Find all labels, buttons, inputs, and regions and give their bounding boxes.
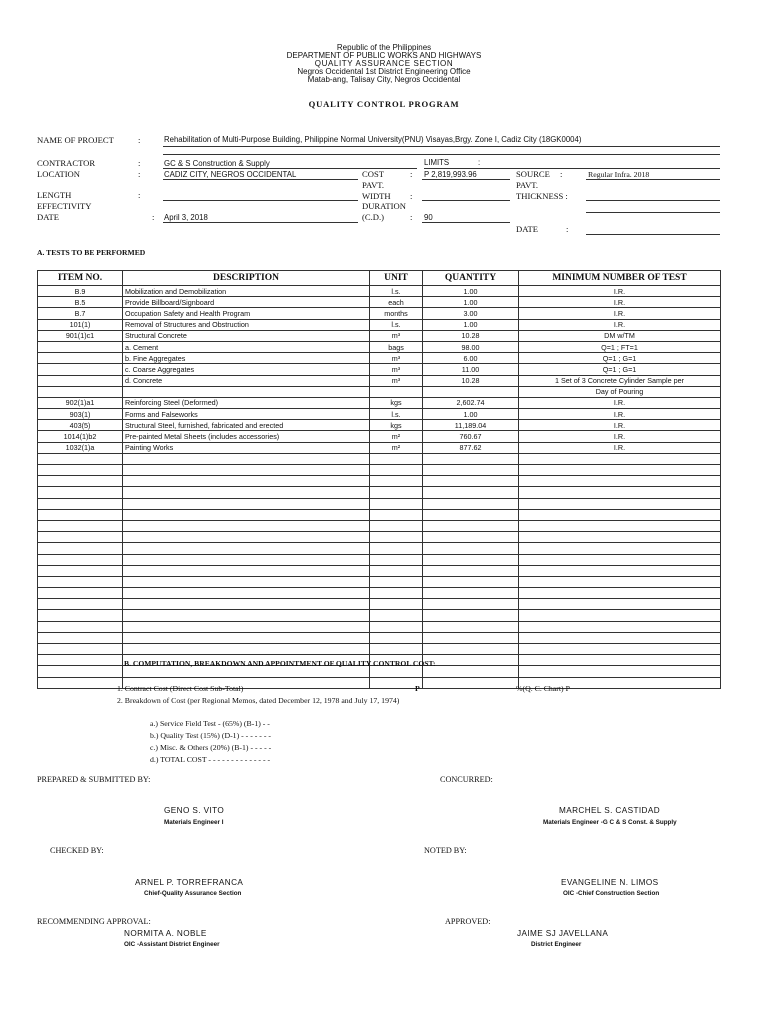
- table-row: [38, 375, 721, 386]
- cell-unit: m³: [370, 353, 423, 364]
- cell-item-no: [38, 655, 123, 666]
- cell-item-no: [38, 476, 123, 487]
- cell-quantity: 3.00: [423, 308, 519, 319]
- cell-item-no: [38, 364, 123, 375]
- cell-minimum-tests: [519, 520, 721, 531]
- colon: :: [410, 169, 413, 179]
- cell-minimum-tests: [519, 565, 721, 576]
- underline: [163, 179, 358, 180]
- concurred-name: MARCHEL S. CASTIDAD: [559, 806, 661, 815]
- cell-description: [123, 453, 370, 464]
- cell-minimum-tests: [519, 655, 721, 666]
- table-row: [38, 364, 721, 375]
- table-row: [38, 409, 721, 420]
- colon: :: [152, 212, 155, 222]
- table-row: [38, 465, 721, 476]
- cell-quantity: [423, 453, 519, 464]
- cell-description: [123, 543, 370, 554]
- section-b-title: B. COMPUTATION, BREAKDOWN AND APPOINTMENT OF QUALITY CONTROL COST:: [124, 659, 436, 668]
- cell-quantity: 11,189.04: [423, 420, 519, 431]
- cell-quantity: [423, 543, 519, 554]
- misc-others: c.) Misc. & Others (20%) (B-1) - - - - -: [150, 743, 272, 752]
- table-row: [38, 632, 721, 643]
- cell-item-no: [38, 520, 123, 531]
- cell-description: Removal of Structures and Obstruction: [123, 319, 370, 330]
- colon: :: [138, 190, 141, 200]
- colon: :: [478, 158, 481, 167]
- total-cost: d.) TOTAL COST - - - - - - - - - - - - - -: [150, 755, 271, 764]
- cell-quantity: 10.28: [423, 375, 519, 386]
- cell-description: Occupation Safety and Health Program: [123, 308, 370, 319]
- cell-unit: [370, 588, 423, 599]
- date-label: DATE: [37, 212, 59, 222]
- location-value: CADIZ CITY, NEGROS OCCIDENTAL: [164, 170, 297, 179]
- cell-quantity: [423, 599, 519, 610]
- cell-description: [123, 476, 370, 487]
- cell-quantity: 877.62: [423, 442, 519, 453]
- cell-minimum-tests: I.R.: [519, 409, 721, 420]
- cell-quantity: 1.00: [423, 297, 519, 308]
- cell-quantity: [423, 644, 519, 655]
- cell-quantity: [423, 520, 519, 531]
- cell-quantity: [423, 554, 519, 565]
- table-row: [38, 476, 721, 487]
- colon: :: [410, 191, 413, 201]
- qc-chart-label: %(Q. C. Chart) P: [516, 684, 570, 693]
- pavt-label: PAVT.: [362, 180, 385, 190]
- header-quantity: QUANTITY: [423, 271, 519, 286]
- cell-minimum-tests: [519, 532, 721, 543]
- cell-unit: m³: [370, 330, 423, 341]
- underline: [163, 154, 720, 155]
- table-row: [38, 554, 721, 565]
- cell-description: [123, 498, 370, 509]
- cell-unit: m³: [370, 364, 423, 375]
- cell-unit: bags: [370, 341, 423, 352]
- cell-minimum-tests: I.R.: [519, 297, 721, 308]
- cell-unit: [370, 453, 423, 464]
- cell-description: Mobilization and Demobilization: [123, 286, 370, 297]
- cell-description: [123, 509, 370, 520]
- underline: [586, 212, 720, 213]
- cell-quantity: [423, 532, 519, 543]
- table-row: [38, 610, 721, 621]
- cell-unit: m³: [370, 375, 423, 386]
- table-row: [38, 565, 721, 576]
- table-row: [38, 644, 721, 655]
- colon: :: [566, 224, 569, 234]
- cell-item-no: 403(5): [38, 420, 123, 431]
- cell-unit: l.s.: [370, 286, 423, 297]
- table-row: [38, 442, 721, 453]
- header-section: QUALITY ASSURANCE SECTION: [314, 59, 454, 68]
- cell-item-no: 902(1)a1: [38, 397, 123, 408]
- cell-item-no: [38, 375, 123, 386]
- duration-label: DURATION: [362, 201, 406, 211]
- cell-unit: [370, 487, 423, 498]
- cell-minimum-tests: [519, 487, 721, 498]
- cell-quantity: [423, 621, 519, 632]
- cell-minimum-tests: I.R.: [519, 319, 721, 330]
- table-row: [38, 520, 721, 531]
- name-of-project-value: Rehabilitation of Multi-Purpose Building, Philippine Normal University(PNU) Visayas,Brgy. Zone I, Cadiz City (18GK0004): [164, 135, 582, 144]
- cell-item-no: [38, 487, 123, 498]
- header-unit: UNIT: [370, 271, 423, 286]
- cell-description: [123, 532, 370, 543]
- noted-title: OIC -Chief Construction Section: [563, 890, 660, 897]
- cell-description: Structural Steel, furnished, fabricated and erected: [123, 420, 370, 431]
- cell-quantity: 2,602.74: [423, 397, 519, 408]
- table-row: [38, 330, 721, 341]
- approved-name: JAIME SJ JAVELLANA: [517, 929, 609, 938]
- cell-quantity: [423, 632, 519, 643]
- cell-unit: [370, 632, 423, 643]
- cd-label: (C.D.): [362, 212, 384, 222]
- cell-description: [123, 465, 370, 476]
- cell-description: [123, 487, 370, 498]
- recommending-title: OIC -Assistant District Engineer: [124, 941, 220, 948]
- cell-description: Reinforcing Steel (Deformed): [123, 397, 370, 408]
- cell-unit: l.s.: [370, 319, 423, 330]
- cell-quantity: 1.00: [423, 286, 519, 297]
- cell-unit: [370, 386, 423, 397]
- header-address: Matab-ang, Talisay City, Negros Occidental: [307, 75, 461, 84]
- quality-test: b.) Quality Test (15%) (D-1) - - - - - - -: [150, 731, 271, 740]
- cell-unit: kgs: [370, 397, 423, 408]
- table-row: [38, 453, 721, 464]
- cell-minimum-tests: [519, 576, 721, 587]
- cell-minimum-tests: [519, 644, 721, 655]
- tests-table: [37, 270, 721, 689]
- cell-description: [123, 554, 370, 565]
- cell-minimum-tests: [519, 621, 721, 632]
- table-row: [38, 498, 721, 509]
- cell-item-no: [38, 341, 123, 352]
- underline: [422, 222, 510, 223]
- cell-description: [123, 599, 370, 610]
- underline: [163, 200, 358, 201]
- cell-description: [123, 610, 370, 621]
- prepared-title: Materials Engineer I: [164, 819, 224, 826]
- underline: [163, 146, 720, 147]
- checked-label: CHECKED BY:: [50, 846, 104, 855]
- cell-item-no: B.5: [38, 297, 123, 308]
- cell-quantity: [423, 487, 519, 498]
- service-field-test: a.) Service Field Test - (65%) (B-1) - -: [150, 719, 270, 728]
- cell-quantity: [423, 655, 519, 666]
- cell-minimum-tests: Q=1 ; G=1: [519, 353, 721, 364]
- cell-description: Structural Concrete: [123, 330, 370, 341]
- page-title: QUALITY CONTROL PROGRAM: [308, 99, 460, 109]
- cell-minimum-tests: [519, 465, 721, 476]
- source-label: SOURCE: [516, 169, 550, 179]
- cell-description: [123, 520, 370, 531]
- table-row: [38, 509, 721, 520]
- table-row: [38, 397, 721, 408]
- cell-minimum-tests: [519, 666, 721, 677]
- cell-minimum-tests: [519, 599, 721, 610]
- noted-label: NOTED BY:: [424, 846, 467, 855]
- cell-description: Provide Billboard/Signboard: [123, 297, 370, 308]
- approved-title: District Engineer: [531, 941, 582, 948]
- header-minimum-tests: MINIMUM NUMBER OF TEST: [519, 271, 721, 286]
- cell-minimum-tests: I.R.: [519, 420, 721, 431]
- contractor-value: GC & S Construction & Supply: [164, 159, 270, 168]
- section-a-title: A. TESTS TO BE PERFORMED: [37, 248, 146, 257]
- cell-item-no: [38, 554, 123, 565]
- table-header-row: [38, 271, 721, 286]
- limits-label: LIMITS: [424, 158, 450, 167]
- cell-item-no: [38, 666, 123, 677]
- cell-description: [123, 644, 370, 655]
- cell-minimum-tests: I.R.: [519, 397, 721, 408]
- cell-quantity: [423, 588, 519, 599]
- cell-item-no: [38, 632, 123, 643]
- underline: [422, 200, 510, 201]
- contract-cost-label: 1. Contract Cost (Direct Cost Sub-Total): [117, 684, 244, 693]
- table-row: [38, 286, 721, 297]
- contract-cost-currency: P: [415, 684, 420, 693]
- cell-minimum-tests: [519, 554, 721, 565]
- table-row: [38, 386, 721, 397]
- cell-unit: [370, 610, 423, 621]
- header-office: Negros Occidental 1st District Engineering Office: [297, 67, 471, 76]
- width-label: WIDTH: [362, 191, 391, 201]
- cell-minimum-tests: Day of Pouring: [519, 386, 721, 397]
- table-row: [38, 297, 721, 308]
- cell-item-no: [38, 677, 123, 688]
- cell-quantity: [423, 476, 519, 487]
- colon: :: [138, 158, 141, 168]
- cell-description: [123, 588, 370, 599]
- cell-quantity: [423, 565, 519, 576]
- table-row: [38, 599, 721, 610]
- cell-description: b. Fine Aggregates: [123, 353, 370, 364]
- cell-minimum-tests: [519, 476, 721, 487]
- duration-value: 90: [424, 213, 433, 222]
- cell-description: [123, 565, 370, 576]
- cell-minimum-tests: Q=1 ; FT=1: [519, 341, 721, 352]
- table-row: [38, 308, 721, 319]
- cell-item-no: B.7: [38, 308, 123, 319]
- cell-quantity: [423, 610, 519, 621]
- cell-item-no: [38, 465, 123, 476]
- header-republic: Republic of the Philippines: [336, 43, 432, 52]
- cell-minimum-tests: 1 Set of 3 Concrete Cylinder Sample per: [519, 375, 721, 386]
- colon: :: [138, 135, 141, 145]
- cell-quantity: [423, 386, 519, 397]
- cell-unit: [370, 565, 423, 576]
- cell-unit: [370, 621, 423, 632]
- noted-name: EVANGELINE N. LIMOS: [561, 878, 659, 887]
- cell-unit: m²: [370, 431, 423, 442]
- table-row: [38, 341, 721, 352]
- colon: :: [138, 169, 141, 179]
- cell-description: [123, 632, 370, 643]
- cell-unit: m²: [370, 442, 423, 453]
- cell-quantity: 1.00: [423, 319, 519, 330]
- contractor-label: CONTRACTOR: [37, 158, 96, 168]
- cell-unit: [370, 476, 423, 487]
- cell-minimum-tests: Q=1 ; G=1: [519, 364, 721, 375]
- table-row: [38, 532, 721, 543]
- approved-label: APPROVED:: [445, 917, 491, 926]
- length-label: LENGTH: [37, 190, 72, 200]
- cell-quantity: 11.00: [423, 364, 519, 375]
- name-of-project-label: NAME OF PROJECT: [37, 135, 114, 145]
- cell-item-no: [38, 576, 123, 587]
- cell-description: c. Coarse Aggregates: [123, 364, 370, 375]
- cell-minimum-tests: I.R.: [519, 431, 721, 442]
- table-row: [38, 487, 721, 498]
- cell-quantity: 98.00: [423, 341, 519, 352]
- cell-item-no: [38, 353, 123, 364]
- cell-unit: kgs: [370, 420, 423, 431]
- cell-item-no: [38, 498, 123, 509]
- table-row: [38, 420, 721, 431]
- cell-minimum-tests: [519, 498, 721, 509]
- cell-unit: [370, 498, 423, 509]
- cell-item-no: 1014(1)b2: [38, 431, 123, 442]
- cell-unit: [370, 599, 423, 610]
- table-row: [38, 588, 721, 599]
- prepared-label: PREPARED & SUBMITTED BY:: [37, 775, 151, 784]
- cell-minimum-tests: [519, 632, 721, 643]
- cell-unit: [370, 543, 423, 554]
- concurred-title: Materials Engineer -G C & S Const. & Supply: [543, 819, 677, 826]
- cell-item-no: [38, 565, 123, 576]
- cell-description: Painting Works: [123, 442, 370, 453]
- cell-minimum-tests: [519, 610, 721, 621]
- underline: [424, 168, 720, 169]
- cell-item-no: [38, 644, 123, 655]
- table-row: [38, 431, 721, 442]
- cell-minimum-tests: [519, 588, 721, 599]
- recommending-label: RECOMMENDING APPROVAL:: [37, 917, 151, 926]
- cell-item-no: [38, 543, 123, 554]
- cell-description: [123, 386, 370, 397]
- underline: [163, 222, 358, 223]
- table-row: [38, 319, 721, 330]
- underline: [586, 200, 720, 201]
- cell-quantity: [423, 509, 519, 520]
- cell-unit: [370, 644, 423, 655]
- cell-unit: l.s.: [370, 409, 423, 420]
- date2-label: DATE: [516, 224, 538, 234]
- cell-unit: [370, 532, 423, 543]
- cell-quantity: [423, 498, 519, 509]
- header-item-no: ITEM NO.: [38, 271, 123, 286]
- header-department: DEPARTMENT OF PUBLIC WORKS AND HIGHWAYS: [286, 51, 482, 60]
- pavt2-label: PAVT.: [516, 180, 539, 190]
- cell-quantity: 10.28: [423, 330, 519, 341]
- breakdown-label: 2. Breakdown of Cost (per Regional Memos, dated December 12, 1978 and July 17, 1974): [117, 696, 400, 705]
- cell-item-no: [38, 386, 123, 397]
- table-row: [38, 621, 721, 632]
- cell-description: a. Cement: [123, 341, 370, 352]
- cell-description: [123, 621, 370, 632]
- cell-unit: [370, 554, 423, 565]
- colon: :: [560, 169, 563, 179]
- cell-minimum-tests: [519, 453, 721, 464]
- checked-name: ARNEL P. TORREFRANCA: [135, 878, 244, 887]
- underline: [422, 179, 510, 180]
- cell-item-no: 1032(1)a: [38, 442, 123, 453]
- cell-minimum-tests: [519, 543, 721, 554]
- cell-description: d. Concrete: [123, 375, 370, 386]
- table-row: [38, 353, 721, 364]
- cell-quantity: [423, 576, 519, 587]
- cell-item-no: [38, 532, 123, 543]
- location-label: LOCATION: [37, 169, 80, 179]
- recommending-name: NORMITA A. NOBLE: [124, 929, 207, 938]
- cell-unit: [370, 465, 423, 476]
- source-value: Regular Infra. 2018: [588, 170, 650, 179]
- cell-item-no: [38, 610, 123, 621]
- cell-item-no: [38, 509, 123, 520]
- cell-unit: months: [370, 308, 423, 319]
- cell-quantity: 1.00: [423, 409, 519, 420]
- cell-minimum-tests: I.R.: [519, 286, 721, 297]
- prepared-name: GENO S. VITO: [164, 806, 225, 815]
- cell-quantity: 760.67: [423, 431, 519, 442]
- underline: [586, 234, 720, 235]
- cost-label: COST: [362, 169, 384, 179]
- effectivity-label: EFFECTIVITY: [37, 201, 92, 211]
- concurred-label: CONCURRED:: [440, 775, 493, 784]
- underline: [586, 179, 720, 180]
- cell-item-no: 903(1): [38, 409, 123, 420]
- cell-unit: [370, 509, 423, 520]
- cell-description: [123, 576, 370, 587]
- cell-quantity: [423, 677, 519, 688]
- table-row: [38, 543, 721, 554]
- colon: :: [410, 212, 413, 222]
- cell-quantity: 6.00: [423, 353, 519, 364]
- cell-quantity: [423, 666, 519, 677]
- cell-item-no: 901(1)c1: [38, 330, 123, 341]
- cell-item-no: [38, 599, 123, 610]
- header-description: DESCRIPTION: [123, 271, 370, 286]
- cell-item-no: 101(1): [38, 319, 123, 330]
- cell-unit: [370, 576, 423, 587]
- cell-minimum-tests: DM w/TM: [519, 330, 721, 341]
- cell-minimum-tests: [519, 509, 721, 520]
- checked-title: Chief-Quality Assurance Section: [144, 890, 242, 897]
- cell-quantity: [423, 465, 519, 476]
- table-row: [38, 576, 721, 587]
- cell-unit: [370, 520, 423, 531]
- cell-item-no: B.9: [38, 286, 123, 297]
- cell-item-no: [38, 453, 123, 464]
- cell-description: Pre-painted Metal Sheets (includes accessories): [123, 431, 370, 442]
- cell-unit: each: [370, 297, 423, 308]
- cell-minimum-tests: I.R.: [519, 442, 721, 453]
- cell-item-no: [38, 621, 123, 632]
- date-value: April 3, 2018: [164, 213, 208, 222]
- cell-item-no: [38, 588, 123, 599]
- cell-minimum-tests: I.R.: [519, 308, 721, 319]
- thickness-label: THICKNESS :: [516, 191, 568, 201]
- cost-value: P 2,819,993.96: [424, 170, 477, 179]
- cell-description: Forms and Falseworks: [123, 409, 370, 420]
